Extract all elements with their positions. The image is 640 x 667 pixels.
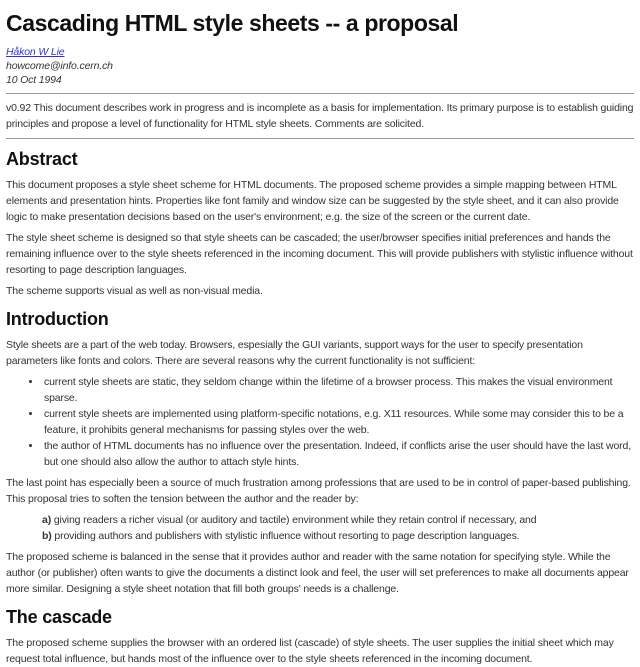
frustration-paragraph: The last point has especially been a source of much frustration among professions that are used to be in control of paper-based publishing. This proposal tries to soften the tension between the author and the reader by:	[6, 477, 631, 505]
goal-item-a	[42, 512, 634, 528]
goal-item-b	[42, 528, 634, 544]
author-email: howcome@info.cern.ch	[6, 60, 113, 72]
author-block	[6, 45, 634, 87]
section-heading-introduction: Introduction	[6, 309, 109, 329]
author-line	[6, 45, 634, 59]
section-heading-cascade: The cascade	[6, 607, 112, 627]
abstract-paragraph-1: This document proposes a style sheet scheme for HTML documents. The proposed scheme provides a simple mapping between HTML elements and presentation hints. Properties like font family and window size can be suggested by the style sheet, and it can also provide logic to make presentation decisions based on the user's environment; e.g. the size of the screen or the current date.	[6, 179, 619, 223]
divider-top	[6, 93, 634, 94]
abstract-paragraph-2: The style sheet scheme is designed so that style sheets can be cascaded; the user/browser specifies initial preferences and hands the remaining influence over to the style sheets referenced in the incoming document. This will provide publishers with stylistic influence without resorting to page description languages.	[6, 232, 633, 276]
balance-paragraph: The proposed scheme is balanced in the sense that it provides author and reader with the same notation for specifying style. While the author (or publisher) often wants to give the documents a distinct look and feel, the user will set preferences to make all documents appear more similar. Designing a style sheet notation that fill both groups' needs is a challenge.	[6, 551, 629, 595]
issues-list	[6, 374, 634, 470]
goal-label-a: a)	[42, 514, 52, 526]
page-title: Cascading HTML style sheets -- a proposal	[6, 10, 459, 36]
divider-bottom	[6, 138, 634, 139]
list-item: • current style sheets are implemented using platform-specific notations, e.g. X11 resources. While some may consider this to be a feature, it prohibits general mechanisms for passing styles over the web.	[42, 406, 634, 438]
abstract-paragraph-3: The scheme supports visual as well as non-visual media.	[6, 285, 263, 297]
cascade-opening: The proposed scheme supplies the browser with an ordered list (cascade) of style sheets. The user supplies the initial sheet which may request total influence, but hands most of the influence over to the style sheets referenced in the incoming document.	[6, 637, 614, 665]
goal-text-b: providing authors and publishers with stylistic influence without resorting to page description languages.	[54, 530, 520, 542]
goals-list	[42, 512, 634, 544]
list-item: • the author of HTML documents has no influence over the presentation. Indeed, if conflicts arise the user should have the last word, but one should also allow the author to attach style hints.	[42, 438, 634, 470]
document-date: 10 Oct 1994	[6, 74, 62, 86]
author-link[interactable]: Håkon W Lie	[6, 46, 65, 58]
section-heading-abstract: Abstract	[6, 149, 78, 169]
goal-text-a: giving readers a richer visual (or auditory and tactile) environment while they retain control if necessary, and	[53, 514, 537, 526]
list-item: • current style sheets are static, they seldom change within the lifetime of a browser process. This makes the visual environment sparse.	[42, 374, 634, 406]
introduction-lead: Style sheets are a part of the web today. Browsers, espesially the GUI variants, support ways for the user to specify presentation parameters like fonts and colors. There are several reasons why the current functionality is not sufficient:	[6, 339, 583, 367]
goal-label-b: b)	[42, 530, 52, 542]
version-notice: v0.92 This document describes work in progress and is incomplete as a basis for implementation. Its primary purpose is to establish guiding principles and propose a level of functionality for HTML style sheets. Comments are solicited.	[6, 102, 634, 130]
